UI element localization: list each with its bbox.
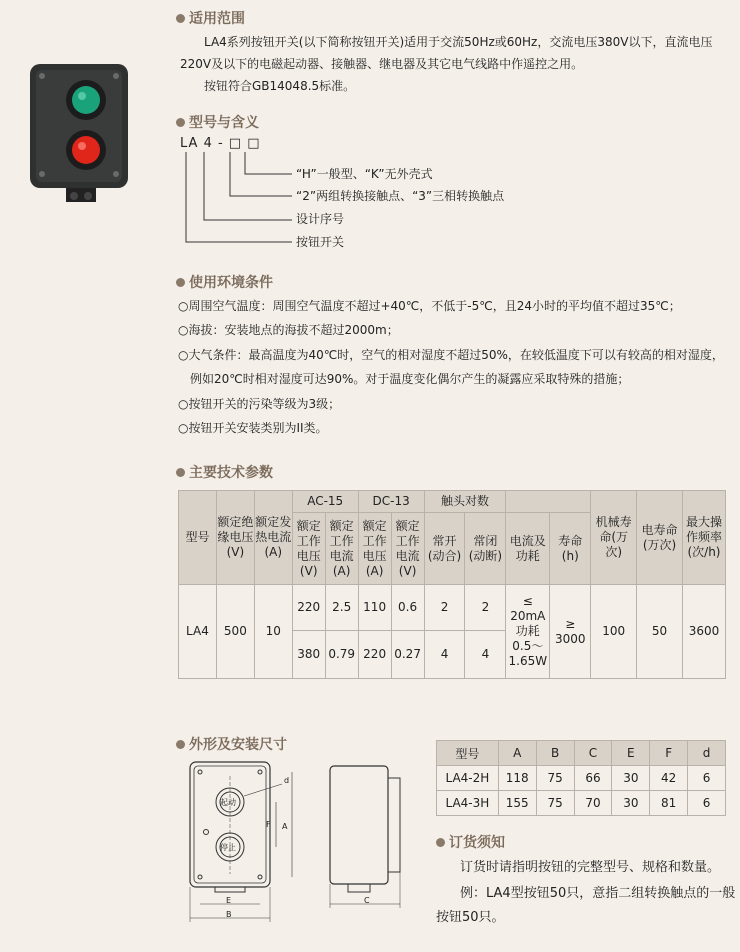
- th-insul: 额定绝缘电压(V): [216, 491, 254, 585]
- td-nc-2: 4: [465, 631, 506, 679]
- td-elec: 50: [637, 585, 683, 679]
- dims-cell: 75: [536, 766, 574, 791]
- th-dc: DC-13: [358, 491, 424, 513]
- model-item-1: “H”一般型、“K”无外壳式: [296, 167, 433, 181]
- model-item-4: 按钮开关: [296, 235, 345, 249]
- th-elec: 电寿命(万次): [637, 491, 683, 585]
- td-insul: 500: [216, 585, 254, 679]
- td-dc-a-2: 0.27: [391, 631, 424, 679]
- td-no-1: 2: [424, 585, 465, 631]
- dims-row: [437, 766, 726, 791]
- drawing-label-d: d: [284, 776, 290, 785]
- th-mech: 机械寿命(万次): [591, 491, 637, 585]
- dims-cell: LA4-3H: [437, 791, 499, 816]
- bullet-icon: [436, 838, 445, 847]
- dims-th-e: E: [612, 741, 650, 766]
- th-life: 寿命(h): [550, 513, 591, 585]
- th-model: 型号: [179, 491, 217, 585]
- drawing-label-start: 起动: [220, 798, 236, 807]
- td-ac-v-2: 380: [292, 631, 325, 679]
- dims-th-model: 型号: [437, 741, 499, 766]
- td-life: ≥ 3000: [550, 585, 591, 679]
- td-model: LA4: [179, 585, 217, 679]
- dims-th-a: A: [498, 741, 536, 766]
- th-dc-v: 额定工作电压(A): [358, 513, 391, 585]
- drawing-label-stop: 停止: [220, 843, 236, 852]
- order-title: 订货须知: [436, 832, 505, 852]
- bullet-icon: [176, 468, 185, 477]
- product-photo: [28, 62, 132, 212]
- drawing-label-e: E: [226, 896, 232, 905]
- scope-title: 适用范围: [176, 8, 245, 28]
- td-freq: 3600: [682, 585, 725, 679]
- env-line-3: ○大气条件：最高温度为40℃时，空气的相对湿度不超过50%，在较低温度下可以有较高的相对湿度，: [178, 348, 724, 362]
- model-title: 型号与含义: [176, 112, 259, 132]
- th-ac-v: 额定工作电压(V): [292, 513, 325, 585]
- order-line-1: 订货时请指明按钮的完整型号、规格和数量。: [460, 860, 721, 875]
- dims-th-c: C: [574, 741, 612, 766]
- dims-cell: 81: [650, 791, 688, 816]
- dims-cell: 70: [574, 791, 612, 816]
- drawing-label-b: B: [226, 910, 232, 919]
- th-blank: [506, 491, 591, 513]
- th-heat: 额定发热电流(A): [254, 491, 292, 585]
- dims-th-d: d: [688, 741, 726, 766]
- model-item-3: 设计序号: [296, 212, 345, 226]
- dims-cell: 42: [650, 766, 688, 791]
- order-line-3: 按钮50只。: [436, 910, 505, 925]
- th-contacts: 触头对数: [424, 491, 506, 513]
- red-button-icon: [72, 136, 100, 164]
- td-ac-a-1: 2.5: [325, 585, 358, 631]
- td-dc-v-2: 220: [358, 631, 391, 679]
- dims-cell: 155: [498, 791, 536, 816]
- shape-title: 外形及安装尺寸: [176, 734, 287, 754]
- env-line-4: 例如20℃时相对湿度可达90%。对于温度变化偶尔产生的凝露应采取特殊的措施；: [190, 372, 630, 386]
- th-nc: 常闭(动断): [465, 513, 506, 585]
- dims-th-b: B: [536, 741, 574, 766]
- th-no: 常开(动合): [424, 513, 465, 585]
- env-line-5: ○按钮开关的污染等级为3级；: [178, 397, 341, 411]
- bullet-icon: [176, 740, 185, 749]
- drawing-label-f: F: [266, 820, 271, 829]
- tech-title: 主要技术参数: [176, 462, 273, 482]
- drawing-label-c: C: [364, 896, 370, 905]
- bullet-icon: [176, 278, 185, 287]
- th-cur: 电流及功耗: [506, 513, 550, 585]
- td-no-2: 4: [424, 631, 465, 679]
- dims-cell: 75: [536, 791, 574, 816]
- drawing-label-a: A: [282, 822, 288, 831]
- th-freq: 最大操作频率(次/h): [682, 491, 725, 585]
- env-line-2: ○海拔：安装地点的海拔不超过2000m；: [178, 323, 399, 337]
- td-dc-v-1: 110: [358, 585, 391, 631]
- model-code: LA 4 - □ □: [180, 136, 261, 151]
- td-mech: 100: [591, 585, 637, 679]
- green-button-icon: [72, 86, 100, 114]
- td-cur: ≤ 20mA 功耗 0.5～ 1.65W: [506, 585, 550, 679]
- td-nc-1: 2: [465, 585, 506, 631]
- dims-cell: 118: [498, 766, 536, 791]
- model-item-2: “2”两组转换接触点、“3”三相转换触点: [296, 189, 505, 203]
- bullet-icon: [176, 118, 185, 127]
- env-line-6: ○按钮开关安装类别为II类。: [178, 421, 328, 435]
- td-ac-a-2: 0.79: [325, 631, 358, 679]
- dims-cell: 30: [612, 766, 650, 791]
- td-heat: 10: [254, 585, 292, 679]
- env-title: 使用环境条件: [176, 272, 273, 292]
- env-line-1: ○周围空气温度：周围空气温度不超过+40℃，不低于-5℃，且24小时的平均值不超过35℃；: [178, 299, 681, 313]
- td-ac-v-1: 220: [292, 585, 325, 631]
- dims-row: [437, 791, 726, 816]
- scope-line-3: 按钮符合GB14048.5标准。: [204, 79, 356, 93]
- th-ac: AC-15: [292, 491, 358, 513]
- bullet-icon: [176, 14, 185, 23]
- order-line-2: 例：LA4型按钮50只，意指二组转换触点的一般: [460, 886, 736, 901]
- tech-table: [178, 490, 726, 679]
- th-dc-a: 额定工作电流(V): [391, 513, 424, 585]
- model-lines: [180, 150, 300, 250]
- th-ac-a: 额定工作电流(A): [325, 513, 358, 585]
- dims-cell: 30: [612, 791, 650, 816]
- dims-cell: 66: [574, 766, 612, 791]
- td-dc-a-1: 0.6: [391, 585, 424, 631]
- dims-th-f: F: [650, 741, 688, 766]
- dimension-drawing: [180, 756, 420, 948]
- scope-line-2: 220V及以下的电磁起动器、接触器、继电器及其它电气线路中作遥控之用。: [180, 57, 584, 71]
- dims-table: [436, 740, 726, 816]
- dims-cell: 6: [688, 791, 726, 816]
- dims-cell: LA4-2H: [437, 766, 499, 791]
- scope-line-1: LA4系列按钮开关(以下简称按钮开关)适用于交流50Hz或60Hz，交流电压380V以下，直流电压: [204, 35, 713, 49]
- dims-cell: 6: [688, 766, 726, 791]
